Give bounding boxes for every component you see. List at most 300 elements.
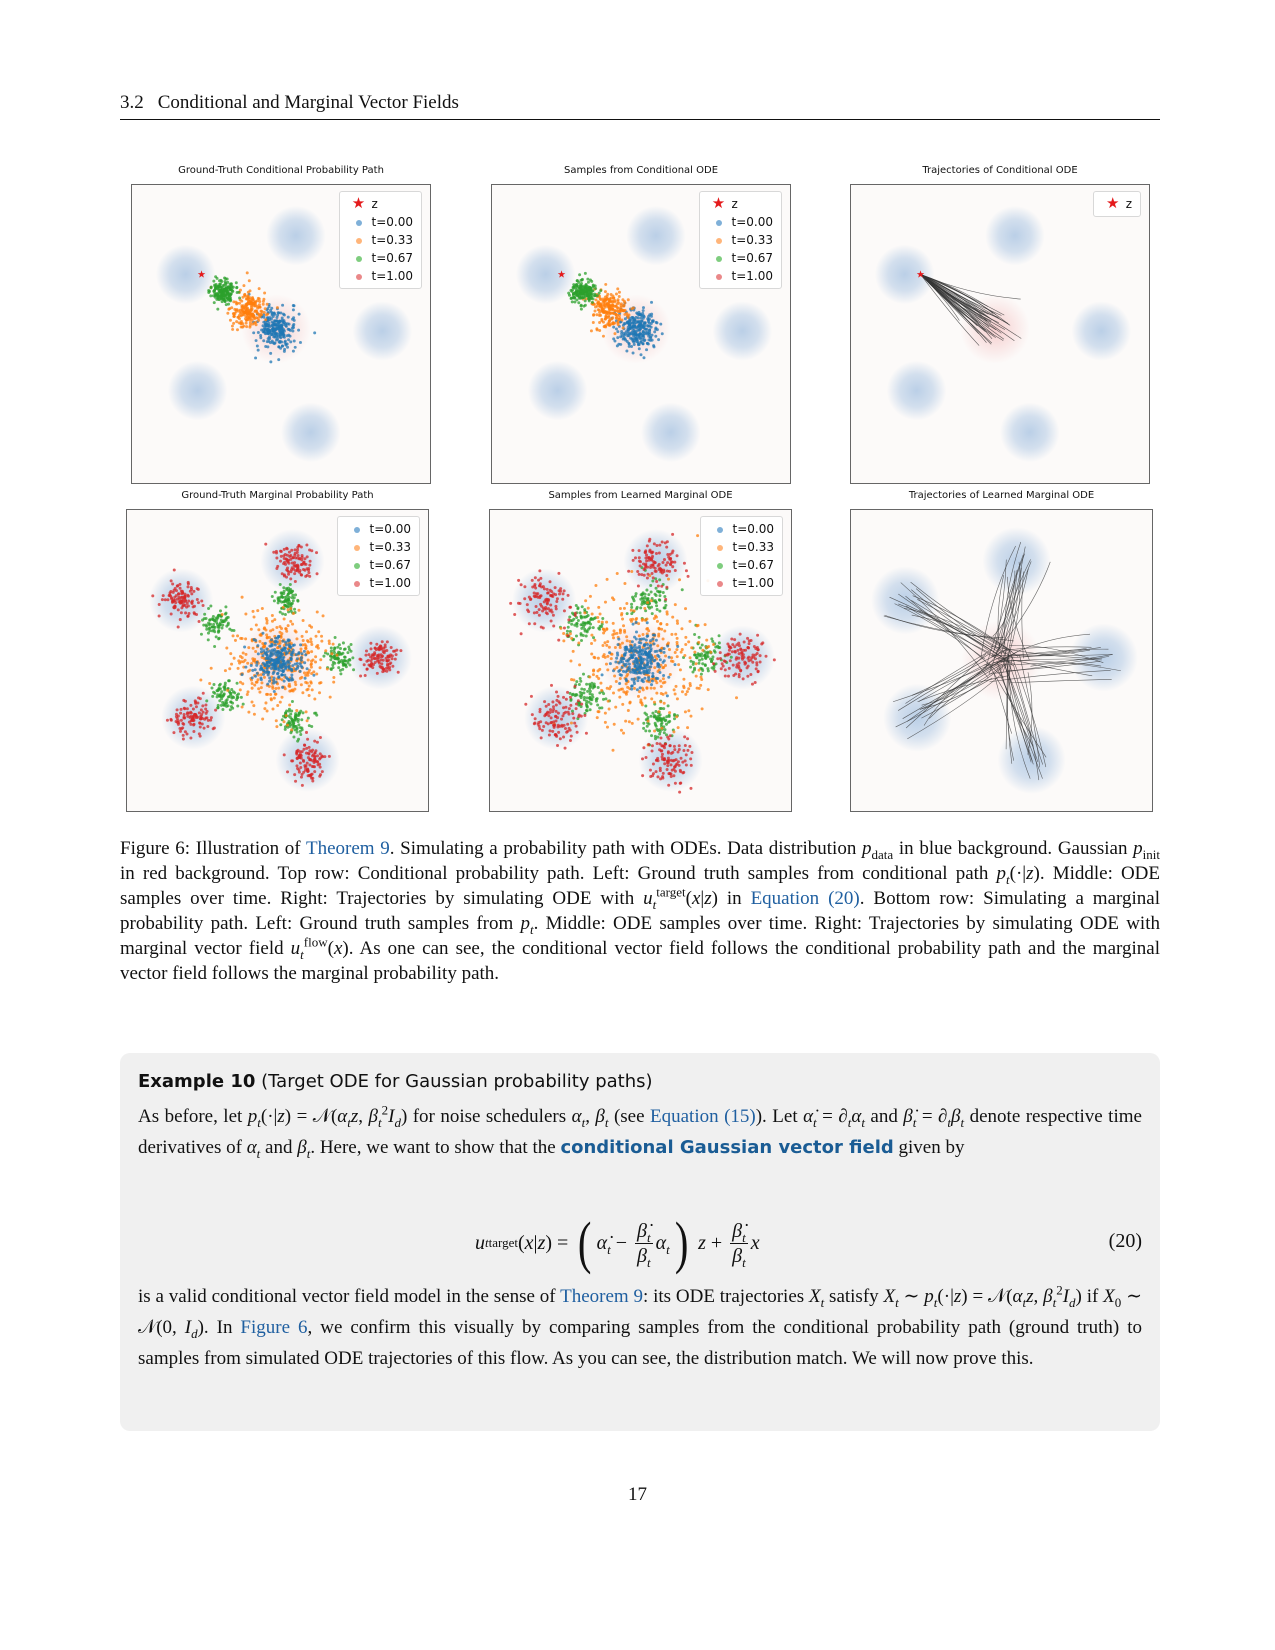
text: , we confirm this visually by comparing samples from the conditional probability path (ground truth) to samples from simulated ODE trajectories of this flow. As you can see, the distribution match. We will now prove this. (138, 1317, 1142, 1369)
sample-point (216, 706, 219, 709)
sample-point (733, 638, 736, 641)
sample-point (563, 724, 566, 727)
sample-point (724, 668, 727, 671)
sample-point (197, 696, 200, 699)
sample-point (243, 645, 246, 648)
sample-point (216, 296, 219, 299)
sample-point (164, 598, 167, 601)
sample-point (647, 720, 650, 723)
sample-point (225, 303, 228, 306)
sample-point (171, 582, 174, 585)
sample-point (322, 655, 325, 658)
sample-point (689, 757, 692, 760)
sample-point (224, 669, 227, 672)
sample-point (656, 644, 659, 647)
sample-point (251, 319, 254, 322)
sample-point (592, 636, 595, 639)
sample-point (558, 592, 561, 595)
sample-point (703, 654, 706, 657)
sample-point (287, 678, 290, 681)
sample-point (666, 764, 669, 767)
sample-point (617, 323, 620, 326)
sample-point (529, 598, 532, 601)
sample-point (290, 709, 293, 712)
sample-point (268, 318, 271, 321)
sample-point (619, 310, 622, 313)
sample-point (613, 322, 616, 325)
sample-point (296, 564, 299, 567)
sample-point (576, 279, 579, 282)
sample-point (598, 691, 601, 694)
sample-point (248, 279, 251, 282)
sample-point (196, 716, 199, 719)
sample-point (571, 300, 574, 303)
sample-point (237, 291, 240, 294)
sample-point (650, 301, 653, 304)
sample-point (668, 570, 671, 573)
sample-point (186, 715, 189, 718)
sample-point (348, 659, 351, 662)
sample-point (378, 648, 381, 651)
sample-point (659, 658, 662, 661)
sample-point (299, 710, 302, 713)
sample-point (598, 329, 601, 332)
sample-point (681, 588, 684, 591)
sample-point (645, 554, 648, 557)
sample-point (631, 596, 634, 599)
data-density-blob (641, 403, 701, 463)
sample-point (573, 685, 576, 688)
sample-point (632, 660, 635, 663)
sample-point (230, 692, 233, 695)
sample-point (238, 302, 241, 305)
sample-point (588, 675, 591, 678)
sample-point (277, 635, 280, 638)
sample-point (621, 703, 624, 706)
theorem-link[interactable]: Theorem 9 (305, 838, 390, 859)
dot-icon (354, 527, 360, 533)
sample-point (370, 659, 373, 662)
sample-point (642, 746, 645, 749)
sample-point (218, 614, 221, 617)
sample-point (296, 551, 299, 554)
sample-point (223, 289, 226, 292)
sample-point (312, 670, 315, 673)
sample-point (256, 345, 259, 348)
sample-point (545, 705, 548, 708)
sample-point (663, 595, 666, 598)
sample-point (684, 759, 687, 762)
equation-link[interactable]: Equation (20) (750, 888, 860, 909)
sample-point (279, 340, 282, 343)
sample-point (661, 561, 664, 564)
sample-point (623, 607, 626, 610)
sample-point (639, 327, 642, 330)
panel-title: Samples from Conditional ODE (563, 165, 719, 176)
sample-point (650, 697, 653, 700)
sample-point (627, 709, 630, 712)
sample-point (563, 589, 566, 592)
sample-point (319, 666, 322, 669)
sample-point (551, 700, 554, 703)
sample-point (309, 638, 312, 641)
sample-point (593, 685, 596, 688)
sample-point (205, 712, 208, 715)
sample-point (631, 722, 634, 725)
sample-point (293, 319, 296, 322)
sample-point (172, 731, 175, 734)
sample-point (575, 604, 578, 607)
sample-point (660, 707, 663, 710)
sample-point (590, 634, 593, 637)
legend-label: t=1.00 (732, 576, 774, 590)
sample-point (588, 299, 591, 302)
sample-point (676, 697, 679, 700)
sample-point (676, 655, 679, 658)
sample-point (281, 673, 284, 676)
sample-point (606, 668, 609, 671)
sample-point (567, 626, 570, 629)
sample-point (654, 710, 657, 713)
sample-point (641, 332, 644, 335)
sample-point (660, 692, 663, 695)
sample-point (295, 753, 298, 756)
sample-point (619, 629, 622, 632)
sample-point (216, 616, 219, 619)
sample-point (236, 316, 239, 319)
sample-point (641, 596, 644, 599)
sample-point (624, 720, 627, 723)
sample-point (577, 699, 580, 702)
sample-point (590, 642, 593, 645)
sample-point (739, 633, 742, 636)
example-box (120, 1053, 1160, 1431)
sample-point (300, 659, 303, 662)
sample-point (218, 637, 221, 640)
sample-point (654, 599, 657, 602)
sample-point (661, 755, 664, 758)
sample-point (317, 630, 320, 633)
sample-point (621, 298, 624, 301)
sample-point (635, 649, 638, 652)
sample-point (290, 718, 293, 721)
sample-point (550, 716, 553, 719)
sample-point (260, 665, 263, 668)
sample-point (274, 643, 277, 646)
sample-point (307, 658, 310, 661)
sample-point (287, 338, 290, 341)
sample-point (730, 638, 733, 641)
sample-point (580, 304, 583, 307)
sample-point (267, 673, 270, 676)
sample-point (328, 640, 331, 643)
sample-point (268, 305, 271, 308)
sample-point (213, 645, 216, 648)
sample-point (672, 730, 675, 733)
sample-point (646, 687, 649, 690)
sample-point (386, 640, 389, 643)
sample-point (205, 625, 208, 628)
sample-point (254, 321, 257, 324)
sample-point (538, 569, 541, 572)
sample-point (294, 728, 297, 731)
sample-point (312, 658, 315, 661)
sample-point (319, 658, 322, 661)
sample-point (680, 651, 683, 654)
sample-point (622, 732, 625, 735)
sample-point (316, 761, 319, 764)
equation-link[interactable]: Equation (15) (650, 1106, 756, 1127)
sample-point (608, 646, 611, 649)
sample-point (747, 656, 750, 659)
sample-point (221, 708, 224, 711)
sample-point (669, 557, 672, 560)
sample-point (655, 692, 658, 695)
sample-point (580, 308, 583, 311)
sample-point (556, 726, 559, 729)
sample-point (639, 701, 642, 704)
panel-conditional-ode-trajectories (850, 165, 1150, 484)
sample-point (260, 686, 263, 689)
sample-point (545, 599, 548, 602)
sample-point (649, 769, 652, 772)
sample-point (653, 701, 656, 704)
sample-point (226, 296, 229, 299)
sample-point (663, 731, 666, 734)
sample-point (636, 320, 639, 323)
sample-point (578, 683, 581, 686)
sample-point (613, 332, 616, 335)
sample-point (574, 612, 577, 615)
sample-point (678, 791, 681, 794)
sample-point (320, 640, 323, 643)
sample-point (559, 737, 562, 740)
figure-link[interactable]: Figure 6 (240, 1317, 308, 1338)
sample-point (550, 619, 553, 622)
sample-point (644, 729, 647, 732)
sample-point (371, 654, 374, 657)
sample-point (274, 332, 277, 335)
sample-point (227, 308, 230, 311)
sample-point (647, 716, 650, 719)
sample-point (248, 669, 251, 672)
sample-point (189, 704, 192, 707)
sample-point (674, 663, 677, 666)
sample-point (285, 643, 288, 646)
sample-point (277, 345, 280, 348)
sample-point (726, 643, 729, 646)
sample-point (643, 607, 646, 610)
sample-point (192, 590, 195, 593)
sample-point (683, 562, 686, 565)
sample-point (664, 664, 667, 667)
sample-point (718, 634, 721, 637)
sample-point (255, 623, 258, 626)
sample-point (653, 642, 656, 645)
sample-point (658, 610, 661, 613)
sample-point (271, 663, 274, 666)
example-title (138, 1071, 653, 1092)
legend-label: t=0.67 (371, 251, 413, 265)
sample-point (599, 289, 602, 292)
sample-point (593, 639, 596, 642)
sample-point (698, 653, 701, 656)
sample-point (706, 667, 709, 670)
sample-point (561, 598, 564, 601)
sample-point (652, 634, 655, 637)
sample-point (302, 619, 305, 622)
sample-point (559, 627, 562, 630)
dot-icon (356, 256, 362, 262)
sample-point (659, 679, 662, 682)
sample-point (586, 278, 589, 281)
sample-point (623, 582, 626, 585)
sample-point (279, 335, 282, 338)
sample-point (676, 637, 679, 640)
sample-point (524, 703, 527, 706)
sample-point (592, 673, 595, 676)
sample-point (391, 665, 394, 668)
sample-point (700, 673, 703, 676)
sample-point (268, 636, 271, 639)
sample-point (743, 641, 746, 644)
sample-point (664, 541, 667, 544)
sample-point (218, 695, 221, 698)
sample-point (593, 656, 596, 659)
sample-point (624, 646, 627, 649)
sample-point (317, 647, 320, 650)
sample-point (597, 669, 600, 672)
sample-point (264, 642, 267, 645)
sample-point (684, 710, 687, 713)
dot-icon (716, 256, 722, 262)
sample-point (267, 325, 270, 328)
sample-point (660, 723, 663, 726)
sample-point (310, 626, 313, 629)
sample-point (701, 658, 704, 661)
sample-point (192, 708, 195, 711)
sample-point (301, 784, 304, 787)
theorem-link[interactable]: Theorem 9 (560, 1286, 643, 1307)
sample-point (617, 307, 620, 310)
panel-title: Trajectories of Learned Marginal ODE (908, 490, 1095, 501)
sample-point (162, 594, 165, 597)
sample-point (540, 594, 543, 597)
sample-point (528, 622, 531, 625)
sample-point (283, 314, 286, 317)
sample-point (655, 604, 658, 607)
sample-point (672, 774, 675, 777)
sample-point (275, 551, 278, 554)
sample-point (252, 298, 255, 301)
sample-point (200, 708, 203, 711)
sample-point (308, 694, 311, 697)
legend-item (707, 538, 774, 556)
sample-point (655, 544, 658, 547)
sample-point (583, 611, 586, 614)
data-density-blob (626, 206, 686, 266)
sample-point (746, 637, 749, 640)
sample-point (295, 709, 298, 712)
sample-point (652, 772, 655, 775)
sample-point (281, 572, 284, 575)
sample-point (277, 652, 280, 655)
sample-point (330, 668, 333, 671)
sample-point (286, 770, 289, 773)
sample-point (611, 316, 614, 319)
sample-point (658, 594, 661, 597)
sample-point (533, 595, 536, 598)
sample-point (670, 656, 673, 659)
sample-point (742, 677, 745, 680)
sample-point (665, 546, 668, 549)
sample-point (253, 615, 256, 618)
sample-point (606, 310, 609, 313)
sample-point (290, 674, 293, 677)
sample-point (236, 696, 239, 699)
sample-point (597, 710, 600, 713)
sample-point (600, 689, 603, 692)
sample-point (577, 715, 580, 718)
sample-point (286, 660, 289, 663)
sample-point (565, 698, 568, 701)
sample-point (666, 561, 669, 564)
sample-point (295, 653, 298, 656)
sample-point (181, 605, 184, 608)
sample-point (318, 775, 321, 778)
sample-point (205, 617, 208, 620)
sample-point (342, 641, 345, 644)
sample-point (269, 352, 272, 355)
sample-point (590, 682, 593, 685)
sample-point (197, 601, 200, 604)
sample-point (229, 652, 232, 655)
sample-point (734, 672, 737, 675)
sample-point (307, 688, 310, 691)
sample-point (227, 704, 230, 707)
sample-point (600, 706, 603, 709)
sample-point (290, 728, 293, 731)
sample-point (252, 610, 255, 613)
sample-point (619, 646, 622, 649)
sample-point (517, 602, 520, 605)
plot-area (850, 509, 1153, 812)
sample-point (292, 612, 295, 615)
sample-point (557, 695, 560, 698)
sample-point (653, 714, 656, 717)
sample-point (596, 616, 599, 619)
data-density-blob (871, 566, 939, 634)
sample-point (220, 704, 223, 707)
sample-point (205, 699, 208, 702)
sample-point (246, 315, 249, 318)
sample-point (262, 303, 265, 306)
sample-point (638, 676, 641, 679)
sample-point (615, 680, 618, 683)
sample-point (212, 691, 215, 694)
bold-term: conditional Gaussian vector field (560, 1137, 894, 1158)
dot-icon (356, 238, 362, 244)
sample-point (302, 771, 305, 774)
sample-point (257, 319, 260, 322)
sample-point (302, 639, 305, 642)
sample-point (161, 598, 164, 601)
sample-point (677, 663, 680, 666)
sample-point (644, 596, 647, 599)
sample-point (218, 290, 221, 293)
sample-point (338, 643, 341, 646)
sample-point (230, 663, 233, 666)
